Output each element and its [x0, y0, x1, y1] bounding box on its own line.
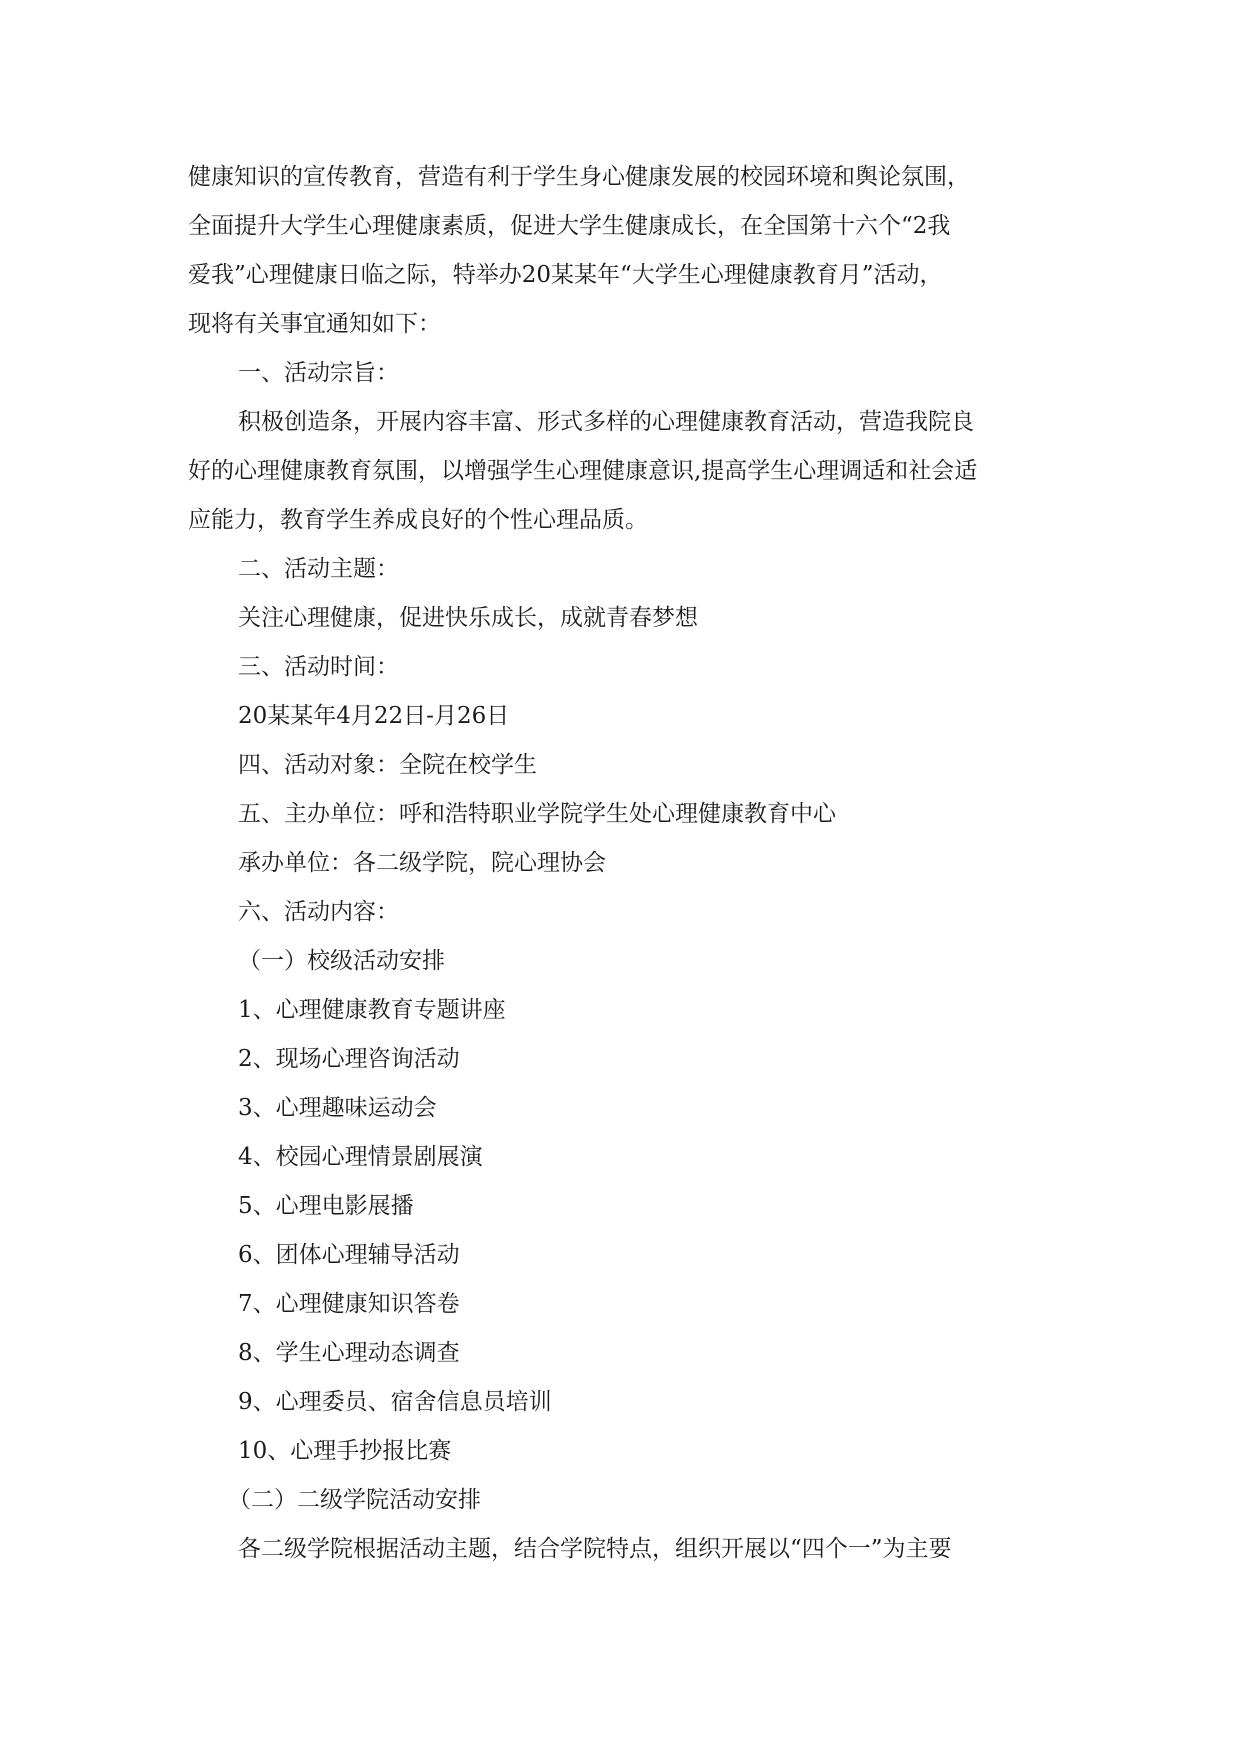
list-item: 5、心理电影展播	[238, 1193, 414, 1219]
list-item: 9、心理委员、宿舍信息员培训	[238, 1389, 552, 1415]
section2-body: 关注心理健康，促进快乐成长，成就青春梦想	[238, 605, 698, 631]
section1-line-1: 积极创造条，开展内容丰富、形式多样的心理健康教育活动，营造我院良	[238, 409, 974, 435]
sub2-body: 各二级学院根据活动主题，结合学院特点，组织开展以“四个一”为主要	[238, 1536, 952, 1562]
list-item: 8、学生心理动态调查	[238, 1340, 460, 1366]
sub2-heading: （二）二级学院活动安排	[228, 1487, 481, 1513]
intro-line-2: 全面提升大学生心理健康素质，促进大学生健康成长，在全国第十六个“2我	[188, 213, 951, 239]
intro-line-1: 健康知识的宣传教育，营造有利于学生身心健康发展的校园环境和舆论氛围，	[188, 164, 970, 190]
section5-line: 五、主办单位：呼和浩特职业学院学生处心理健康教育中心	[238, 801, 836, 827]
section1-heading: 一、活动宗旨：	[238, 360, 399, 386]
section1-line-2: 好的心理健康教育氛围，以增强学生心理健康意识,提高学生心理调适和社会适	[188, 458, 978, 484]
intro-line-3: 爱我”心理健康日临之际，特举办20某某年“大学生心理健康教育月”活动，	[188, 262, 943, 288]
intro-line-4: 现将有关事宜通知如下：	[188, 311, 441, 337]
list-item: 3、心理趣味运动会	[238, 1095, 437, 1121]
section3-body: 20某某年4月22日-月26日	[238, 703, 510, 729]
section3-heading: 三、活动时间：	[238, 654, 399, 680]
section4-line: 四、活动对象：全院在校学生	[238, 752, 537, 778]
sub1-heading: （一）校级活动安排	[238, 948, 445, 974]
section2-heading: 二、活动主题：	[238, 556, 399, 582]
list-item: 4、校园心理情景剧展演	[238, 1144, 483, 1170]
list-item: 7、心理健康知识答卷	[238, 1291, 460, 1317]
section1-line-3: 应能力，教育学生养成良好的个性心理品质。	[188, 507, 648, 533]
list-item: 2、现场心理咨询活动	[238, 1046, 460, 1072]
list-item: 1、心理健康教育专题讲座	[238, 997, 506, 1023]
list-item: 6、团体心理辅导活动	[238, 1242, 460, 1268]
section6-heading: 六、活动内容：	[238, 899, 399, 925]
list-item: 10、心理手抄报比赛	[238, 1438, 452, 1464]
co-organizer-line: 承办单位：各二级学院，院心理协会	[238, 850, 606, 876]
